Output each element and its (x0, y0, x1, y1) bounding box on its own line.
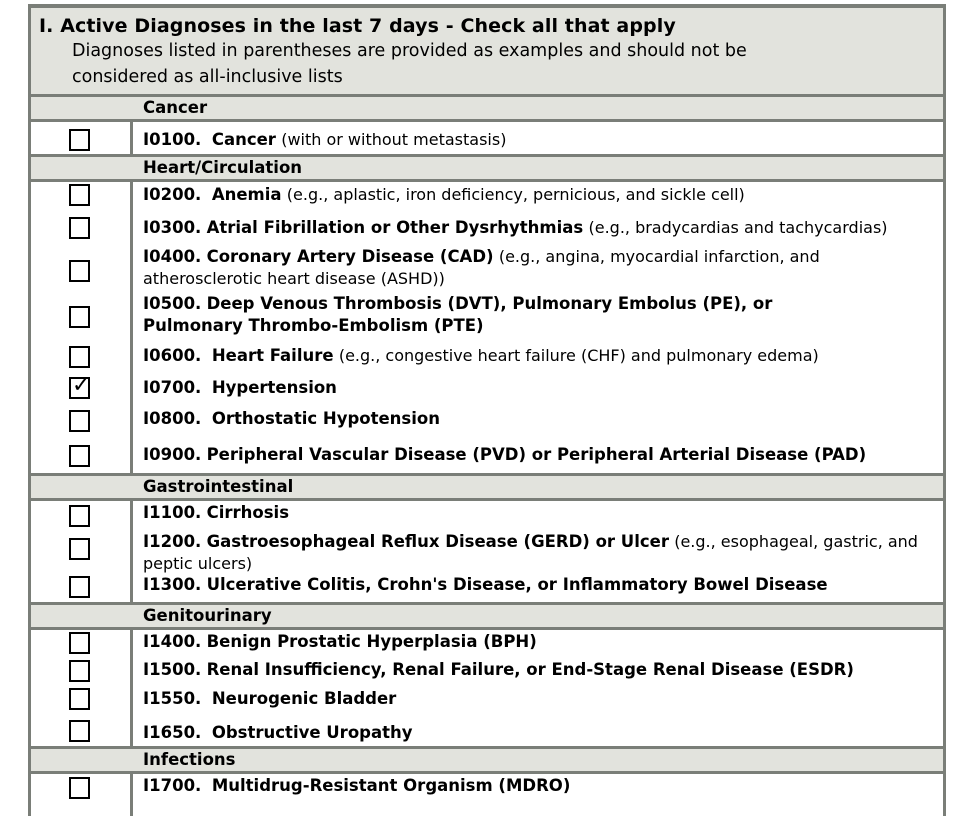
category-gastrointestinal (31, 473, 943, 501)
item-code: I0500. (143, 294, 202, 313)
item-i1700 (143, 775, 943, 797)
category-label: Infections (143, 750, 236, 769)
item-code: I1400. (143, 632, 202, 651)
item-i0700 (143, 377, 943, 399)
item-name: Coronary Artery Disease (CAD) (206, 247, 494, 266)
section-title: I. Active Diagnoses in the last 7 days - Check all that apply (39, 15, 676, 37)
item-code: I1550. (143, 689, 202, 708)
item-i1400 (143, 631, 943, 653)
item-name: Multidrug-Resistant Organism (MDRO) (211, 776, 571, 795)
item-name: Cancer (211, 130, 276, 149)
item-i0900 (143, 444, 943, 466)
checkbox-i1300[interactable] (69, 576, 90, 598)
check-mark-icon: ✓ (72, 373, 91, 398)
item-i1500 (143, 659, 943, 681)
item-code: I0400. (143, 247, 202, 266)
item-code: I0900. (143, 445, 202, 464)
item-name: Hypertension (211, 378, 337, 397)
section-subtitle-line2: considered as all-inclusive lists (72, 67, 343, 87)
item-name: Ulcerative Colitis, Crohn's Disease, or Inflammatory Bowel Disease (206, 575, 828, 594)
checkbox-i1650[interactable] (69, 720, 90, 742)
item-name: Renal Insufficiency, Renal Failure, or End-Stage Renal Disease (ESDR) (206, 660, 854, 679)
item-i1550 (143, 688, 943, 710)
item-code: I1200. (143, 532, 202, 551)
checkbox-i0500[interactable] (69, 306, 90, 328)
item-i1650 (143, 722, 943, 744)
category-cancer (31, 94, 943, 122)
checkbox-i0100[interactable] (69, 129, 90, 151)
item-code: I0200. (143, 185, 202, 204)
item-examples: (with or without metastasis) (281, 130, 507, 149)
checkbox-i1400[interactable] (69, 632, 90, 654)
category-heart-circulation (31, 154, 943, 182)
section-subtitle-line1: Diagnoses listed in parentheses are provided as examples and should not be (72, 41, 747, 61)
item-name: Obstructive Uropathy (211, 723, 413, 742)
item-code: I0300. (143, 218, 202, 237)
item-i1200 (143, 531, 943, 575)
item-code: I0700. (143, 378, 202, 397)
diagnoses-form (28, 4, 946, 816)
category-label: Gastrointestinal (143, 477, 294, 496)
checkbox-i0300[interactable] (69, 217, 90, 239)
item-examples: (e.g., aplastic, iron deficiency, pernicious, and sickle cell) (286, 185, 745, 204)
item-name: Anemia (211, 185, 282, 204)
checkbox-i0200[interactable] (69, 184, 90, 206)
item-code: I1300. (143, 575, 202, 594)
category-genitourinary (31, 602, 943, 630)
item-i0600 (143, 345, 943, 367)
checkbox-i0700[interactable] (69, 373, 91, 399)
item-code: I1650. (143, 723, 202, 742)
item-i0300 (143, 217, 943, 239)
item-name: Peripheral Vascular Disease (PVD) or Peripheral Arterial Disease (PAD) (206, 445, 867, 464)
item-code: I1500. (143, 660, 202, 679)
item-examples: (e.g., congestive heart failure (CHF) and pulmonary edema) (338, 346, 819, 365)
checkbox-i1200[interactable] (69, 538, 90, 560)
category-infections (31, 746, 943, 774)
item-examples: (e.g., esophageal, gastric, and peptic ulcers) (143, 532, 918, 573)
item-name: Gastroesophageal Reflux Disease (GERD) or Ulcer (206, 532, 669, 551)
category-label: Heart/Circulation (143, 158, 303, 177)
item-name: Neurogenic Bladder (211, 689, 397, 708)
item-i0100 (143, 129, 943, 151)
item-name: Atrial Fibrillation or Other Dysrhythmias (206, 218, 584, 237)
item-code: I1100. (143, 503, 202, 522)
item-name: Heart Failure (211, 346, 334, 365)
item-name: Orthostatic Hypotension (211, 409, 440, 428)
item-code: I0100. (143, 130, 202, 149)
item-name: Benign Prostatic Hyperplasia (BPH) (206, 632, 537, 651)
item-code: I1700. (143, 776, 202, 795)
checkbox-i0600[interactable] (69, 346, 90, 368)
item-i1100 (143, 502, 943, 524)
item-examples: (e.g., angina, myocardial infarction, and atherosclerotic heart disease (ASHD)) (143, 247, 820, 288)
item-i0200 (143, 184, 943, 206)
item-examples: (e.g., bradycardias and tachycardias) (588, 218, 888, 237)
item-code: I0800. (143, 409, 202, 428)
category-label: Genitourinary (143, 606, 272, 625)
item-code: I0600. (143, 346, 202, 365)
section-header (31, 8, 943, 98)
item-i0500 (143, 293, 863, 337)
checkbox-i0900[interactable] (69, 445, 90, 467)
checkbox-i1700[interactable] (69, 777, 90, 799)
item-i1300 (143, 574, 943, 596)
category-label: Cancer (143, 98, 208, 117)
item-i0800 (143, 408, 943, 430)
checkbox-i1100[interactable] (69, 505, 90, 527)
item-name: Deep Venous Thrombosis (DVT), Pulmonary Embolus (PE), or Pulmonary Thrombo-Embolism (PTE) (143, 294, 773, 335)
checkbox-i1500[interactable] (69, 660, 90, 682)
checkbox-i0800[interactable] (69, 410, 90, 432)
item-i0400 (143, 246, 943, 290)
item-name: Cirrhosis (206, 503, 290, 522)
checkbox-i1550[interactable] (69, 688, 90, 710)
checkbox-i0400[interactable] (69, 260, 90, 282)
checkbox-column-divider (130, 98, 133, 816)
